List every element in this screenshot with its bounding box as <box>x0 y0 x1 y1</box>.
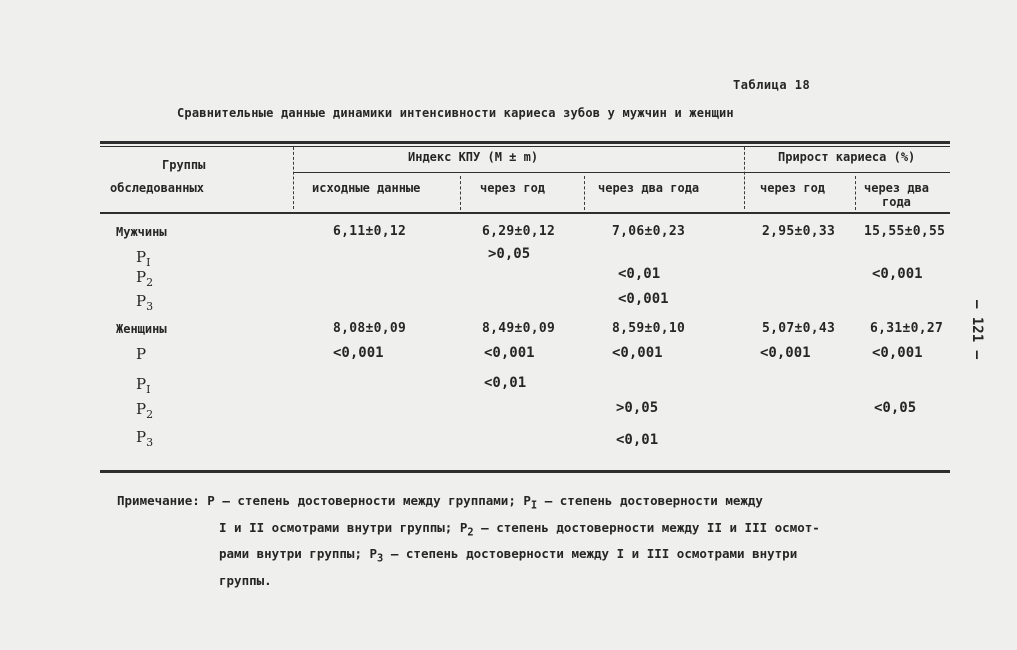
row-label-women: Женщины <box>116 322 167 336</box>
column-divider <box>460 176 461 210</box>
cell-women-two-years: 8,59±0,10 <box>612 321 686 336</box>
note-line-3: рами внутри группы; $P_3$ – степень достоверности между I и III осмотрами внутри <box>219 546 798 565</box>
header-one-year: через год <box>480 181 546 195</box>
cell-men-two-years: 7,06±0,23 <box>612 224 686 239</box>
cell-women-p-one-year: <0,001 <box>484 345 535 361</box>
cell-women-inc-one-year: 5,07±0,43 <box>762 321 836 336</box>
table-top-rule-thin <box>100 146 950 147</box>
cell-women-p-two-years: <0,001 <box>612 345 663 361</box>
header-two-years: через два года <box>598 181 700 195</box>
cell-men-p2-inc-two-years: <0,001 <box>872 266 923 282</box>
cell-women-one-year: 8,49±0,09 <box>482 321 556 336</box>
row-label-women-p1: $P_I$ <box>136 375 151 396</box>
header-inc-two-years-l1: через два <box>864 181 930 195</box>
cell-men-p3-two-years: <0,001 <box>618 291 669 307</box>
row-label-men-p2: $P_2$ <box>136 268 154 289</box>
note-line-1: Примечание: P – степень достоверности между группами; $P_I$ – степень достоверности между <box>117 493 763 512</box>
table-bottom-rule <box>100 470 950 473</box>
row-label-men-p1: $P_I$ <box>136 248 151 269</box>
page-number: – 121 – <box>969 300 985 360</box>
cell-men-initial: 6,11±0,12 <box>333 224 407 239</box>
table-top-rule <box>100 141 950 144</box>
cell-men-inc-two-years: 15,55±0,55 <box>864 224 946 239</box>
cell-women-initial: 8,08±0,09 <box>333 321 407 336</box>
row-label-men-p3: $P_3$ <box>136 292 154 313</box>
cell-women-inc-two-years: 6,31±0,27 <box>870 321 944 336</box>
table-caption: Сравнительные данные динамики интенсивности кариеса зубов у мужчин и женщин <box>177 106 734 120</box>
header-index: Индекс КПУ (М ± m) <box>408 150 539 164</box>
column-divider <box>744 147 745 209</box>
column-divider <box>584 176 585 210</box>
cell-women-p3-two-years: <0,01 <box>616 432 659 448</box>
cell-men-p1-one-year: >0,05 <box>488 246 531 262</box>
column-divider <box>855 176 856 210</box>
cell-men-one-year: 6,29±0,12 <box>482 224 556 239</box>
cell-women-p-inc-one-year: <0,001 <box>760 345 811 361</box>
header-bottom-rule <box>100 212 950 214</box>
header-increment: Прирост кариеса (%) <box>778 150 916 164</box>
column-divider <box>293 147 294 209</box>
header-groups-line1: Группы <box>162 158 206 172</box>
header-groups-line2: обследованных <box>110 181 204 195</box>
note-line-4: группы. <box>219 572 272 588</box>
cell-women-p-inc-two-years: <0,001 <box>872 345 923 361</box>
row-label-women-p2: $P_2$ <box>136 400 154 421</box>
header-initial: исходные данные <box>312 181 421 195</box>
cell-women-p-initial: <0,001 <box>333 345 384 361</box>
cell-men-inc-one-year: 2,95±0,33 <box>762 224 836 239</box>
table-note <box>117 490 947 592</box>
cell-women-p1-one-year: <0,01 <box>484 375 527 391</box>
row-label-women-p3: $P_3$ <box>136 428 154 449</box>
cell-women-p2-two-years: >0,05 <box>616 400 659 416</box>
row-label-women-p: P <box>136 345 147 363</box>
note-line-2: I и II осмотрами внутри группы; $P_2$ – степень достоверности между II и III осмот- <box>219 519 820 538</box>
header-inc-two-years-l2: года <box>882 195 911 209</box>
header-inc-one-year: через год <box>760 181 826 195</box>
row-label-men: Мужчины <box>116 225 167 239</box>
cell-men-p2-two-years: <0,01 <box>618 266 661 282</box>
cell-women-p2-inc-two-years: <0,05 <box>874 400 917 416</box>
table-number: Таблица 18 <box>733 78 811 92</box>
header-sub-rule <box>293 172 950 173</box>
